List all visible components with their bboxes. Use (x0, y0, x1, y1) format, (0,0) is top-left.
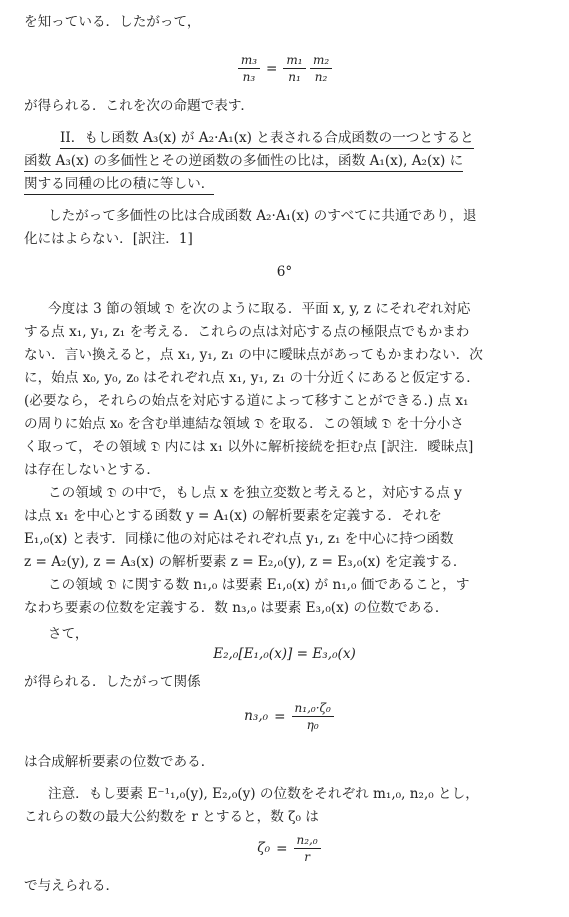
text-line: 注意．もし要素 E⁻¹₁,₀(y), E₂,₀(y) の位数をそれぞれ m₁,₀, n₂,₀ とし， (48, 786, 479, 802)
text-line: この領域 𝔇 の中で，もし点 x を独立変数と考えると，対応する点 y (48, 485, 462, 501)
text-line: これらの数の最大公約数を r とすると，数 ζ₀ は (24, 809, 319, 825)
equation-order: n₃,₀ = $\frac{\text{n₁,₀·ζ₀}}{\text{η₀}}$ (214, 700, 364, 733)
text-line: に，始点 x₀, y₀, z₀ はそれぞれ点 x₁, y₁, z₁ の十分近くにあると仮定する． (24, 370, 480, 386)
text-line: する点 x₁, y₁, z₁ を考える．これらの点は対応する点の極限点でもかまわ (24, 324, 470, 340)
fraction-denominator: n₃ (242, 70, 256, 84)
fraction-denominator: n₂ (314, 70, 328, 84)
text-line: は存在しないとする． (24, 462, 160, 478)
text-line: z = A₂(y), z = A₃(x) の解析要素 z = E₂,₀(y), z = E₃,₀(x) を定義する． (24, 554, 467, 570)
text-line: (必要なら，それらの始点を対応する道によって移すことができる.) 点 x₁ (24, 393, 469, 409)
proposition-line: 函数 A₃(x) の多価性とその逆函数の多価性の比は，函数 A₁(x), A₂(x) に (24, 151, 463, 172)
fraction-numerator: m₂ (310, 52, 332, 69)
fraction-denominator: n₁ (288, 70, 301, 84)
text-line: E₁,₀(x) と表す．同様に他の対応はそれぞれ点 y₁, z₁ を中心に持つ函数 (24, 531, 454, 547)
text-line: で与えられる． (24, 878, 120, 894)
equation-composition: E₂,₀[E₁,₀(x)] = E₃,₀(x) (213, 646, 356, 662)
fraction-numerator: n₂,₀ (294, 832, 321, 849)
text-line: は点 x₁ を中心とする函数 y = A₁(x) の解析要素を定義する．それを (24, 508, 442, 524)
fraction-numerator: n₁,₀·ζ₀ (292, 700, 334, 717)
section-heading: 6° (276, 264, 293, 280)
fraction-numerator: m₃ (238, 52, 260, 69)
fraction-denominator: r (304, 850, 310, 864)
fraction-numerator: m₁ (283, 52, 305, 69)
text-line: が得られる．したがって関係 (24, 674, 201, 690)
fraction-denominator: η₀ (306, 718, 319, 732)
text-line: さて， (48, 626, 89, 642)
proposition-line: 関する同種の比の積に等しい． (24, 174, 214, 195)
text-line: したがって多価性の比は合成函数 A₂·A₁(x) のすべてに共通であり，退 (48, 208, 477, 224)
text-line: を知っている．したがって， (24, 14, 201, 30)
proposition-line: II．もし函数 A₃(x) が A₂·A₁(x) と表される合成函数の一つとすると (60, 128, 474, 149)
equation-lhs: ζ₀ (257, 840, 271, 856)
text-line: は合成解析要素の位数である． (24, 754, 215, 770)
text-line: ない．言い換えると，点 x₁, y₁, z₁ の中に曖昧点があってもかまわない．次 (24, 347, 483, 363)
text-line: この領域 𝔇 に関する数 n₁,₀ は要素 E₁,₀(x) が n₁,₀ 価であること，す (48, 577, 470, 593)
equation-ratio: $\frac{\text{m₃}}{\text{n₃}}$ = $\frac{\text{m₁}}{\text{n₁}}$ $\frac{\text{m₂}}{\text{n₂}}$ (200, 52, 370, 85)
text-line: 化にはよらない．[訳注．1] (24, 231, 193, 247)
equation-lhs: n₃,₀ (244, 708, 269, 724)
text-line: の周りに始点 x₀ を含む単連結な領域 𝔇 を取る．この領域 𝔇 を十分小さ (24, 416, 464, 432)
text-line: 今度は 3 節の領域 𝔇 を次のように取る．平面 x, y, z にそれぞれ対応 (48, 301, 471, 317)
text-line: く取って，その領域 𝔇 内には x₁ 以外に解析接続を拒む点 [訳注．曖昧点] (24, 439, 474, 455)
equation-zeta: ζ₀ = $\frac{\text{n₂,₀}}{r}$ (244, 832, 334, 865)
text-line: なわち要素の位数を定義する．数 n₃,₀ は要素 E₃,₀(x) の位数である． (24, 600, 449, 616)
text-line: が得られる．これを次の命題で表す． (24, 98, 255, 114)
